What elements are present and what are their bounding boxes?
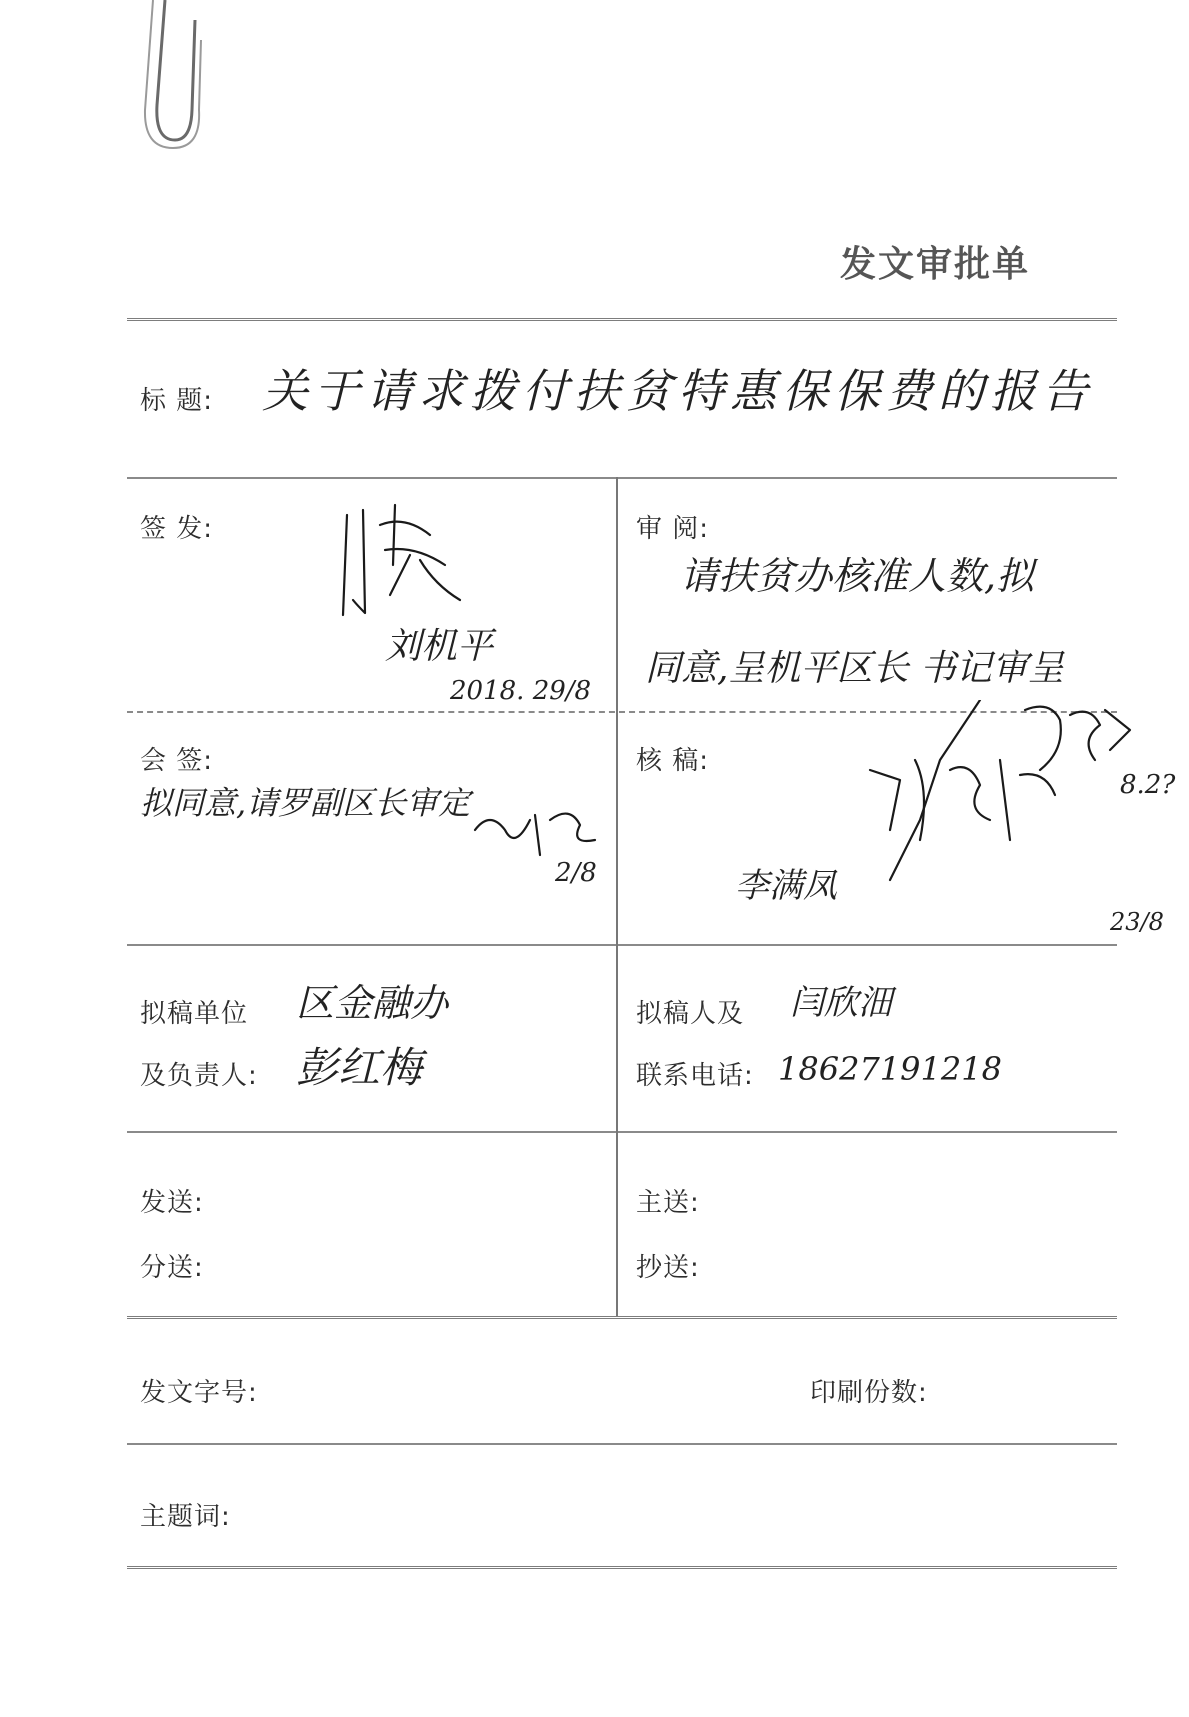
top-rule (127, 318, 1117, 323)
checker-signature (860, 700, 1060, 890)
countersign-comment: 拟同意,请罗副区长审定 (140, 784, 471, 822)
countersign-rule (127, 944, 1117, 946)
countersign-label: 会 签: (140, 746, 214, 776)
approver-date: 2018. 29/8 (450, 676, 592, 706)
column-divider (616, 477, 618, 1316)
responsible-value: 彭红梅 (296, 1043, 423, 1092)
approver-name: 刘机平 (385, 626, 494, 667)
form-title: 发文审批单 (840, 243, 1031, 285)
doc-number-label: 发文字号: (140, 1378, 258, 1408)
paperclip-icon (135, 0, 205, 150)
print-count-label: 印刷份数: (810, 1378, 928, 1408)
review-comment-line1: 请扶贫办核准人数,拟 (680, 554, 1035, 598)
drafter-value: 闫欣沺 (790, 983, 892, 1023)
send-label: 发送: (140, 1188, 204, 1218)
subject-label: 标 题: (140, 386, 214, 416)
drafting-unit-label: 拟稿单位 (140, 999, 249, 1029)
drafting-rule (127, 1131, 1117, 1133)
approver-signature (335, 495, 465, 625)
main-send-label: 主送: (636, 1188, 700, 1218)
review-comment-line2: 同意,呈机平区长 书记审呈 (645, 648, 1064, 689)
keywords-label: 主题词: (140, 1502, 231, 1532)
reviewer-date: 8.2? (1120, 770, 1176, 800)
drafter-label: 拟稿人及 (636, 999, 745, 1029)
responsible-label: 及负责人: (140, 1061, 258, 1091)
subject-value: 关于请求拨付扶贫特惠保保费的报告 (262, 364, 1094, 418)
check-date: 23/8 (1110, 908, 1164, 936)
subject-rule (127, 477, 1117, 479)
checker-name: 李满凤 (735, 866, 837, 906)
countersign-date: 2/8 (555, 858, 597, 888)
drafting-unit-value: 区金融办 (296, 981, 449, 1025)
review-label: 审 阅: (636, 514, 710, 544)
cc-label: 抄送: (636, 1253, 700, 1283)
phone-label: 联系电话: (636, 1061, 754, 1091)
countersigner-signature (470, 800, 600, 860)
bottom-rule (127, 1566, 1117, 1571)
phone-value: 18627191218 (778, 1050, 1002, 1088)
docnumber-rule (127, 1443, 1117, 1445)
sign-label: 签 发: (140, 514, 214, 544)
check-label: 核 稿: (636, 746, 710, 776)
send-rule (127, 1316, 1117, 1321)
copy-send-label: 分送: (140, 1253, 204, 1283)
